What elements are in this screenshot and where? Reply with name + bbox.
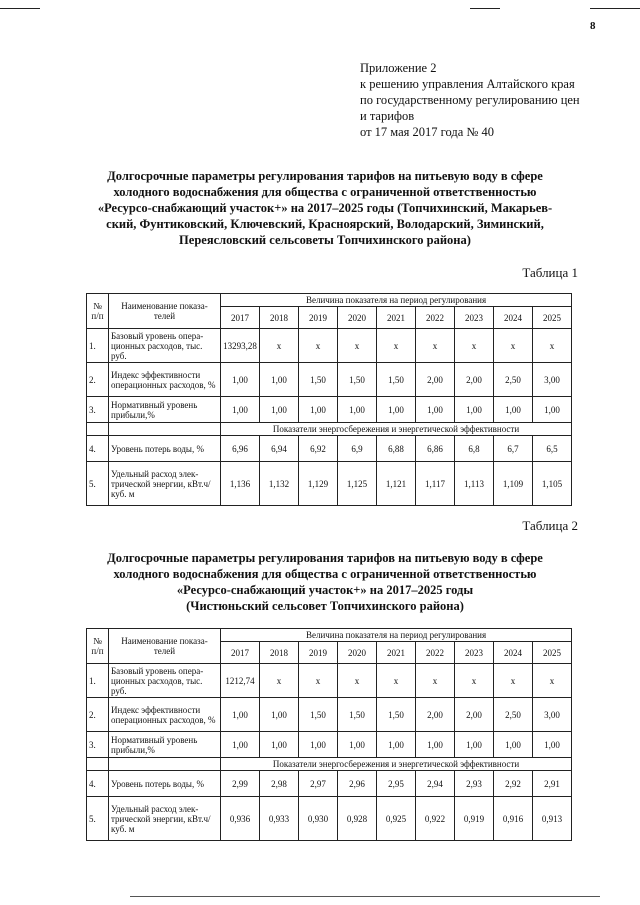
row-value: 3,00 (533, 363, 572, 397)
year-header: 2018 (260, 642, 299, 664)
row-value: 2,92 (494, 771, 533, 797)
row-value: 1,50 (299, 363, 338, 397)
row-name: Удельный расход элек-трической энергии, кВт.ч/куб. м (109, 462, 221, 506)
year-header: 2021 (377, 307, 416, 329)
row-value: x (260, 329, 299, 363)
row-value: 6,92 (299, 436, 338, 462)
row-value: 1,113 (455, 462, 494, 506)
row-value: 1,00 (221, 732, 260, 758)
title-line: «Ресурсо-снабжающий участок+» на 2017–2025 годы (176, 583, 474, 597)
section-spacer (87, 758, 109, 771)
year-header: 2025 (533, 307, 572, 329)
row-value: 2,00 (416, 363, 455, 397)
title-line: Долгосрочные параметры регулирования тарифов на питьевую воду в сфере (107, 551, 543, 565)
table2-title (60, 550, 590, 614)
row-value: x (533, 664, 572, 698)
row-name: Индекс эффективности операционных расходов, % (109, 363, 221, 397)
row-value: 1,121 (377, 462, 416, 506)
row-value: 1,00 (338, 732, 377, 758)
year-header: 2025 (533, 642, 572, 664)
appendix-line: от 17 мая 2017 года № 40 (360, 125, 494, 139)
row-value: 1,00 (260, 698, 299, 732)
row-value: x (338, 329, 377, 363)
row-value: 1212,74 (221, 664, 260, 698)
table-row (87, 363, 572, 397)
row-value: 1,00 (377, 732, 416, 758)
row-value: 1,00 (455, 397, 494, 423)
header-name: Наименование показа-телей (109, 629, 221, 664)
row-value: 3,00 (533, 698, 572, 732)
section-title: Показатели энергосбережения и энергетической эффективности (221, 423, 572, 436)
row-value: 1,00 (377, 397, 416, 423)
row-value: 6,94 (260, 436, 299, 462)
row-value: 13293,28 (221, 329, 260, 363)
row-value: 0,919 (455, 797, 494, 841)
header-period: Величина показателя на период регулирования (221, 294, 572, 307)
row-value: 6,8 (455, 436, 494, 462)
row-value: 0,933 (260, 797, 299, 841)
row-value: 1,00 (494, 732, 533, 758)
row-value: 1,00 (299, 732, 338, 758)
row-value: x (377, 329, 416, 363)
row-value: x (455, 329, 494, 363)
row-value: 1,00 (260, 397, 299, 423)
row-value: 0,913 (533, 797, 572, 841)
row-value: x (260, 664, 299, 698)
row-value: x (416, 664, 455, 698)
year-header: 2017 (221, 642, 260, 664)
row-value: 2,00 (455, 363, 494, 397)
row-value: 2,95 (377, 771, 416, 797)
row-num: 4. (87, 436, 109, 462)
title-line: холодного водоснабжения для общества с ограниченной ответственностью (113, 567, 537, 581)
year-header: 2020 (338, 307, 377, 329)
row-value: 1,50 (338, 698, 377, 732)
row-value: x (299, 329, 338, 363)
row-value: 1,50 (299, 698, 338, 732)
row-value: 2,00 (416, 698, 455, 732)
row-value: 1,00 (494, 397, 533, 423)
row-value: 2,96 (338, 771, 377, 797)
row-value: x (416, 329, 455, 363)
row-value: 1,00 (221, 363, 260, 397)
row-value: 0,928 (338, 797, 377, 841)
table-row (87, 436, 572, 462)
table-row (87, 732, 572, 758)
row-value: 1,136 (221, 462, 260, 506)
table-row (87, 397, 572, 423)
row-value: 6,9 (338, 436, 377, 462)
row-value: 1,50 (338, 363, 377, 397)
year-header: 2020 (338, 642, 377, 664)
row-value: 1,00 (416, 397, 455, 423)
table1 (86, 293, 572, 506)
title-line: Переясловский сельсоветы Топчихинского района) (179, 233, 471, 247)
row-value: 1,132 (260, 462, 299, 506)
row-value: 1,00 (221, 698, 260, 732)
row-num: 5. (87, 462, 109, 506)
year-header: 2023 (455, 307, 494, 329)
row-value: 6,7 (494, 436, 533, 462)
row-value: x (338, 664, 377, 698)
year-header: 2017 (221, 307, 260, 329)
header-name: Наименование показа-телей (109, 294, 221, 329)
row-name: Базовый уровень опера-ционных расходов, тыс. руб. (109, 664, 221, 698)
row-value: 2,91 (533, 771, 572, 797)
row-value: x (455, 664, 494, 698)
year-header: 2023 (455, 642, 494, 664)
row-value: x (299, 664, 338, 698)
row-num: 3. (87, 732, 109, 758)
year-header: 2019 (299, 307, 338, 329)
row-num: 1. (87, 329, 109, 363)
row-value: 1,117 (416, 462, 455, 506)
table-row (87, 797, 572, 841)
row-value: 1,109 (494, 462, 533, 506)
row-name: Удельный расход элек-трической энергии, кВт.ч/куб. м (109, 797, 221, 841)
row-value: 1,50 (377, 698, 416, 732)
year-header: 2024 (494, 642, 533, 664)
row-value: 1,00 (533, 732, 572, 758)
row-value: 0,922 (416, 797, 455, 841)
row-value: 2,50 (494, 698, 533, 732)
row-value: 6,88 (377, 436, 416, 462)
section-spacer (109, 758, 221, 771)
table2-label: Таблица 2 (522, 518, 578, 533)
scan-mark (590, 8, 640, 9)
row-value: 6,5 (533, 436, 572, 462)
row-value: 1,50 (377, 363, 416, 397)
row-value: 1,00 (260, 363, 299, 397)
title-line: ский, Фунтиковский, Ключевский, Красноярский, Володарский, Зиминский, (106, 217, 544, 231)
row-value: x (494, 664, 533, 698)
year-header: 2018 (260, 307, 299, 329)
row-value: 2,50 (494, 363, 533, 397)
row-value: 0,936 (221, 797, 260, 841)
row-value: 6,86 (416, 436, 455, 462)
row-num: 1. (87, 664, 109, 698)
header-num: № п/п (87, 294, 109, 329)
row-num: 4. (87, 771, 109, 797)
header-num: № п/п (87, 629, 109, 664)
appendix-line: к решению управления Алтайского края (360, 77, 575, 91)
section-title: Показатели энергосбережения и энергетической эффективности (221, 758, 572, 771)
row-value: x (533, 329, 572, 363)
table-row (87, 329, 572, 363)
year-header: 2022 (416, 307, 455, 329)
row-value: 1,00 (260, 732, 299, 758)
row-value: 0,925 (377, 797, 416, 841)
row-value: 2,97 (299, 771, 338, 797)
page-number: 8 (590, 20, 596, 32)
table2 (86, 628, 572, 841)
title-line: (Чистюньский сельсовет Топчихинского района) (186, 599, 464, 613)
scan-mark (0, 8, 40, 9)
row-name: Уровень потерь воды, % (109, 436, 221, 462)
appendix-line: по государственному регулированию цен (360, 93, 580, 107)
row-value: 2,98 (260, 771, 299, 797)
row-value: x (377, 664, 416, 698)
row-value: 1,105 (533, 462, 572, 506)
row-value: 2,94 (416, 771, 455, 797)
appendix-line: Приложение 2 (360, 61, 437, 75)
section-spacer (87, 423, 109, 436)
row-value: 1,00 (221, 397, 260, 423)
table-row (87, 698, 572, 732)
scan-mark (470, 8, 500, 9)
row-value: 1,00 (338, 397, 377, 423)
scan-mark (130, 896, 600, 897)
row-value: 1,125 (338, 462, 377, 506)
row-value: x (494, 329, 533, 363)
table1-label: Таблица 1 (522, 265, 578, 280)
appendix-block (360, 60, 580, 140)
header-period: Величина показателя на период регулирования (221, 629, 572, 642)
row-value: 1,00 (416, 732, 455, 758)
row-name: Нормативный уровень прибыли,% (109, 732, 221, 758)
row-value: 6,96 (221, 436, 260, 462)
row-value: 2,00 (455, 698, 494, 732)
row-value: 0,930 (299, 797, 338, 841)
row-value: 2,99 (221, 771, 260, 797)
row-value: 1,00 (533, 397, 572, 423)
row-value: 1,00 (299, 397, 338, 423)
year-header: 2019 (299, 642, 338, 664)
row-name: Базовый уровень опера-ционных расходов, тыс. руб. (109, 329, 221, 363)
row-value: 0,916 (494, 797, 533, 841)
row-num: 2. (87, 363, 109, 397)
year-header: 2024 (494, 307, 533, 329)
row-name: Индекс эффективности операционных расходов, % (109, 698, 221, 732)
row-num: 2. (87, 698, 109, 732)
appendix-line: и тарифов (360, 109, 415, 123)
table-row (87, 664, 572, 698)
row-value: 2,93 (455, 771, 494, 797)
table-row (87, 771, 572, 797)
year-header: 2022 (416, 642, 455, 664)
table1-title (60, 168, 590, 248)
row-num: 5. (87, 797, 109, 841)
section-spacer (109, 423, 221, 436)
table-row (87, 462, 572, 506)
row-value: 1,129 (299, 462, 338, 506)
title-line: «Ресурсо-снабжающий участок+» на 2017–2025 годы (Топчихинский, Макарьев- (97, 201, 553, 215)
row-num: 3. (87, 397, 109, 423)
row-name: Уровень потерь воды, % (109, 771, 221, 797)
year-header: 2021 (377, 642, 416, 664)
title-line: холодного водоснабжения для общества с ограниченной ответственностью (113, 185, 537, 199)
title-line: Долгосрочные параметры регулирования тарифов на питьевую воду в сфере (107, 169, 543, 183)
row-value: 1,00 (455, 732, 494, 758)
row-name: Нормативный уровень прибыли,% (109, 397, 221, 423)
